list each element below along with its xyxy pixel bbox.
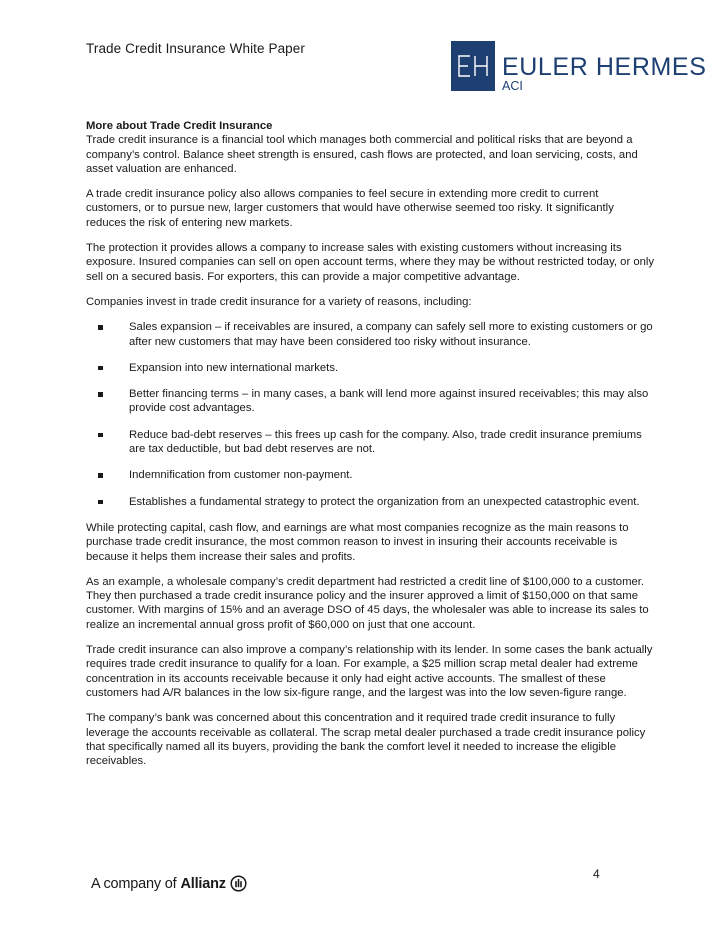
reasons-list [86,320,656,509]
list-item [86,468,656,482]
eh-logo-mark-icon [451,41,495,91]
euler-hermes-logo [451,41,706,92]
section-heading: More about Trade Credit Insurance [86,120,273,132]
list-item-text: Expansion into new international markets. [129,361,339,374]
list-item [86,320,656,349]
footer-brand [91,875,247,892]
list-item [86,495,656,509]
page-number: 4 [593,867,600,881]
paragraph [86,119,656,176]
list-item-text: Indemnification from customer non-payment. [129,469,353,482]
list-item-text: Establishes a fundamental strategy to protect the organization from an unexpected catastrophic event. [129,495,640,508]
logo-subtitle: ACI [502,79,523,93]
allianz-eagle-icon [230,875,247,892]
paragraph: The company’s bank was concerned about this concentration and it required trade credit insurance to fully leverage the accounts receivable as collateral. The scrap metal dealer purchased a trade credit insurance policy that specifically named all its buyers, providing the bank the comfort level it needed to increase the eligible receivables. [86,712,646,768]
square-bullet-icon [98,473,103,478]
square-bullet-icon [98,366,103,371]
list-item-text: Better financing terms – in many cases, a bank will lend more against insured receivables; this may also provide cost advantages. [129,388,649,415]
paragraph: Companies invest in trade credit insurance for a variety of reasons, including: [86,295,472,308]
paragraph: The protection it provides allows a company to increase sales with existing customers without increasing its exposure. Insured companies can sell on open account terms, where they may be without restricted today, or only sell on a secured basis. For exporters, this can provide a major competitive advantage. [86,242,655,283]
square-bullet-icon [98,433,103,438]
list-item-text: Reduce bad-debt reserves – this frees up cash for the company. Also, trade credit insurance premiums are tax deductible, but bad debt reserves are not. [129,428,642,456]
footer-company-name: Allianz [180,875,226,892]
square-bullet-icon [98,325,103,330]
paragraph-text: Trade credit insurance is a financial tool which manages both commercial and political risks that are beyond a company’s control. Balance sheet strength is ensured, cash flows are protected, and loan servicing, costs, and asset valuation are enhanced. [86,134,638,175]
paragraph: While protecting capital, cash flow, and earnings are what most companies recognize as the main reasons to purchase trade credit insurance, the most common reason to invest in insuring their accounts receivable is because it helps them increase their sales and profits. [86,521,629,563]
paragraph: Trade credit insurance can also improve a company’s relationship with its lender. In some cases the bank actually requires trade credit insurance to qualify for a loan. For example, a $25 million scrap metal dealer had extreme concentration in its accounts receivable because it only had eight active accounts. The smallest of these customers had A/R balances in the low six-figure range, and the largest was into the low seven-figure range. [86,644,653,699]
list-item-text: Sales expansion – if receivables are insured, a company can safely sell more to existing customers or go after new customers that may have been considered too risky without insurance. [129,321,653,348]
paragraph: A trade credit insurance policy also allows companies to feel secure in extending more credit to current customers, or to pursue new, larger customers that would have otherwise seemed too risky. It significantly reduces the risk of entering new markets. [86,188,614,229]
logo-name: EULER HERMES [502,53,707,81]
square-bullet-icon [98,500,103,505]
list-item [86,361,656,375]
document-body [86,119,656,779]
document-header-title: Trade Credit Insurance White Paper [86,41,305,56]
list-item [86,387,656,416]
square-bullet-icon [98,392,103,397]
list-item [86,428,656,457]
paragraph: As an example, a wholesale company’s credit department had restricted a credit line of $100,000 to a customer. They then purchased a trade credit insurance policy and the insurer approved a limit of $150,000 on that same customer. With margins of 15% and an average DSO of 45 days, the wholesaler was able to increase its sales to realize an incremental annual gross profit of $60,000 on just that one account. [86,575,649,631]
footer-company-prefix: A company of [91,875,177,892]
